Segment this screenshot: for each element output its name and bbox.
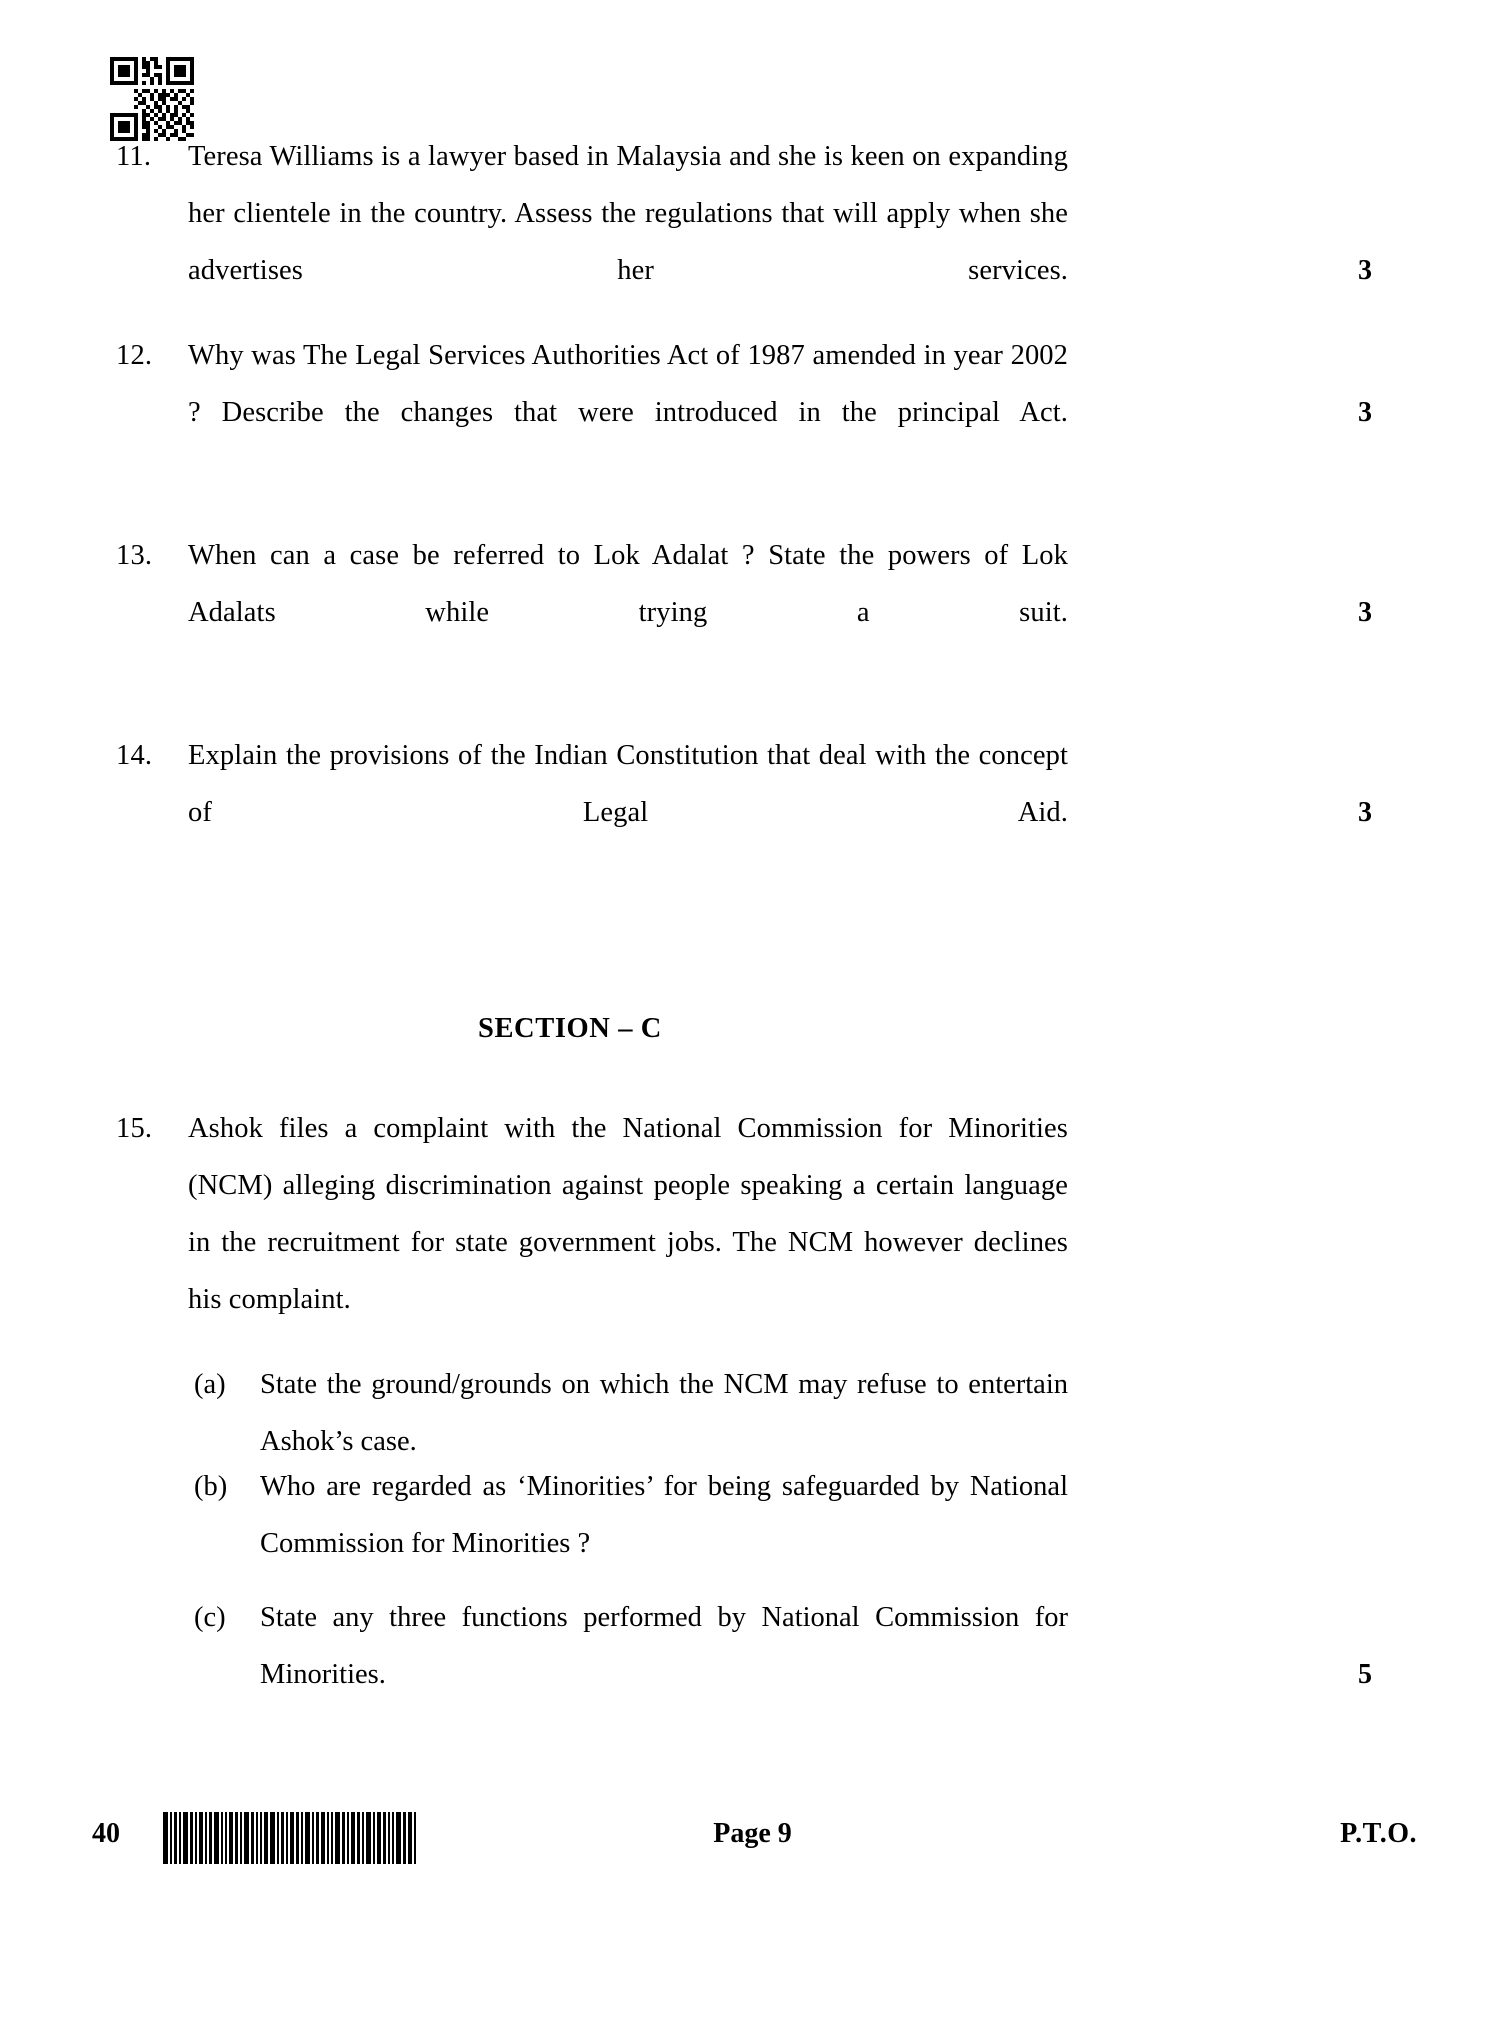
question-subpart-a [0, 1356, 1505, 1470]
question-number: 13. [116, 540, 153, 571]
question-text: Why was The Legal Services Authorities Act of 1987 amended in year 2002 ? Describe the changes that were introduced in the principal Act. [188, 340, 1068, 428]
question-text: Teresa Williams is a lawyer based in Malaysia and she is keen on expanding her clientele in the country. Assess the regulations that will apply when she advertises her services. [188, 141, 1068, 286]
question-item-11 [0, 128, 1505, 356]
subpart-label: (c) [194, 1602, 226, 1633]
question-number: 15. [116, 1113, 153, 1144]
question-item-12 [0, 327, 1505, 498]
question-marks: 3 [1358, 797, 1372, 828]
subpart-label: (b) [194, 1471, 228, 1502]
subpart-text: State the ground/grounds on which the NCM may refuse to entertain Ashok’s case. [260, 1369, 1068, 1457]
subpart-label: (a) [194, 1369, 226, 1400]
question-marks: 3 [1358, 597, 1372, 628]
question-marks: 5 [1358, 1659, 1372, 1690]
question-text: Ashok files a complaint with the National Commission for Minorities (NCM) alleging discrimination against people speaking a certain language in the recruitment for state government jobs. The NCM however declines his complaint. [188, 1113, 1068, 1315]
question-text: When can a case be referred to Lok Adalat ? State the powers of Lok Adalats while trying a suit. [188, 540, 1068, 628]
subpart-text: State any three functions performed by National Commission for Minorities. [260, 1602, 1068, 1690]
question-number: 12. [116, 340, 153, 371]
question-text: Explain the provisions of the Indian Constitution that deal with the concept of Legal Aid. [188, 740, 1068, 828]
question-item-14 [0, 727, 1505, 898]
paper-code-number: 40 [92, 1818, 120, 1849]
section-heading: SECTION – C [478, 1013, 662, 1044]
question-item-13 [0, 527, 1505, 698]
question-number: 11. [116, 141, 152, 172]
subpart-text: Who are regarded as ‘Minorities’ for being safeguarded by National Commission for Minorities ? [260, 1471, 1068, 1559]
question-item-15 [0, 1100, 1505, 1328]
page-footer [0, 1810, 1505, 1880]
page-number-label: Page 9 [713, 1818, 792, 1849]
pto-label: P.T.O. [1340, 1818, 1417, 1849]
question-marks: 3 [1358, 397, 1372, 428]
question-marks: 3 [1358, 255, 1372, 286]
question-subpart-c [0, 1589, 1505, 1703]
question-subpart-b [0, 1458, 1505, 1572]
question-number: 14. [116, 740, 153, 771]
